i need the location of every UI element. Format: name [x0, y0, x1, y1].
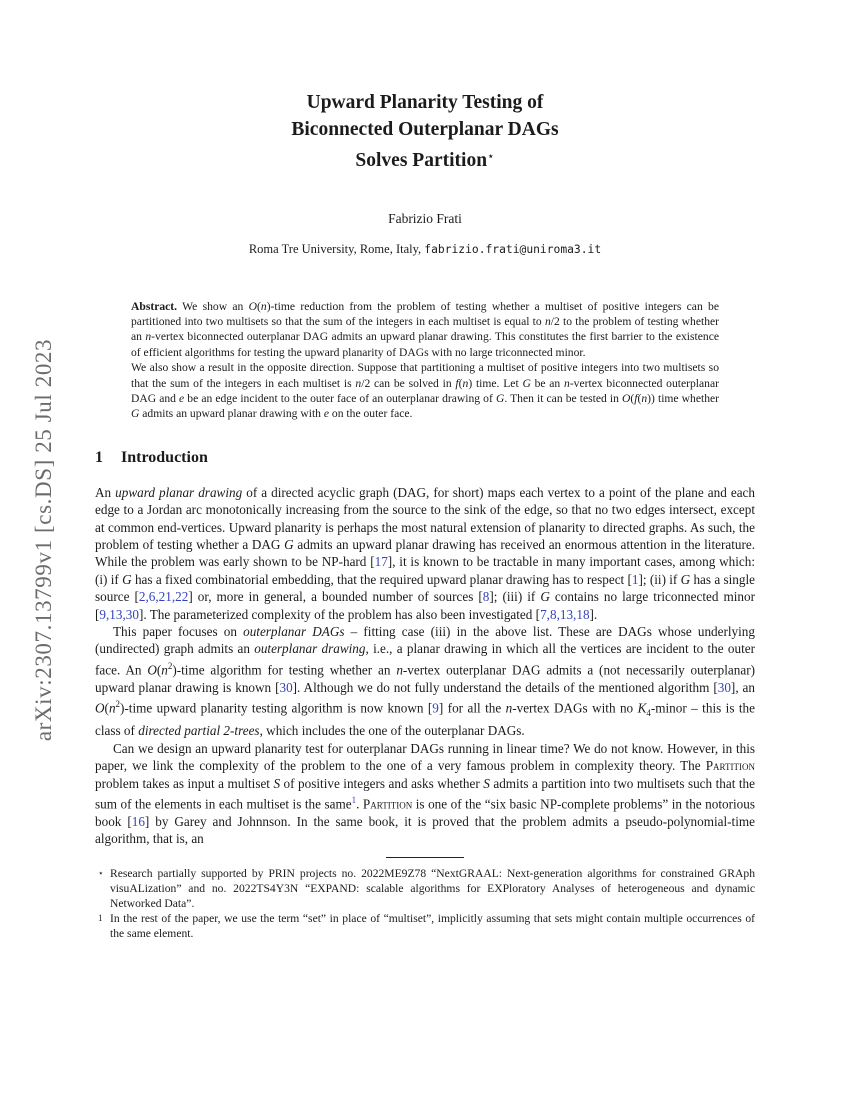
text-segment: has a single source [	[95, 571, 755, 605]
text-segment: ]. Although we do not fully understand the details of the mentioned algorithm [	[292, 679, 718, 695]
text-segment: admits an upward planar drawing with	[139, 407, 324, 421]
text-segment: n	[161, 662, 168, 678]
text-segment: 2	[167, 660, 173, 671]
citation-link[interactable]: 17	[374, 554, 388, 570]
text-segment: -vertex biconnected outerplanar DAG admits an upward planar drawing. This constitutes the first barrier to the existence of efficient algorithms for testing the upward planarity of DAGs with no large triconnected minor.	[131, 330, 719, 359]
text-segment: admits a partition into two multisets such that the sum of the elements in each multiset is the same	[95, 775, 756, 812]
text-segment: e	[179, 391, 185, 405]
footnote-star	[95, 866, 755, 911]
citation-link[interactable]: 9	[432, 700, 439, 716]
text-segment: (	[458, 376, 463, 390]
paper-title-line-2: Biconnected Outerplanar DAGs	[291, 118, 559, 140]
footnote-star-text	[110, 867, 755, 910]
text-segment: O	[147, 662, 157, 678]
text-segment: )-time upward planarity testing algorithm is now known [	[120, 700, 433, 716]
section-number: 1	[95, 448, 103, 466]
author-email: fabrizio.frati@uniroma3.it	[424, 242, 602, 256]
text-segment: (	[156, 662, 162, 678]
paper-title-line-1: Upward Planarity Testing of	[306, 92, 544, 113]
footnote-star-marker: ⋆	[98, 867, 104, 878]
citation-link[interactable]: 9,13,30	[99, 606, 139, 622]
text-segment: 2	[115, 699, 121, 710]
text-segment: ]. The parameterized complexity of the problem has also been investigated [	[138, 606, 541, 622]
text-segment: of a directed acyclic graph (DAG, for short) maps each vertex to a point of the plane and each edge to a Jordan arc monotonically increasing from the source to the sink of the edge, so that no two edges intersect, except at common end-vertices. Upward planarity is perhaps the most natural extension of planarity to directed graphs. As such, the problem of testing whether a DAG	[95, 484, 755, 552]
text-segment: problem takes as input a multiset	[95, 775, 274, 791]
text-segment: We show an	[177, 299, 249, 313]
text-segment: G	[495, 391, 505, 405]
text-segment: be an edge incident to the outer face of an outerplanar drawing of	[184, 391, 496, 405]
footnote-1-marker: 1	[98, 912, 103, 923]
text-segment: f	[455, 376, 459, 390]
text-segment: admits an upward planar drawing has received an enormous attention in the literature. While the problem was early shown to be NP-hard [	[95, 536, 755, 570]
text-segment: -minor – this is the class of	[95, 700, 755, 739]
affiliation-text: Roma Tre University, Rome, Italy,	[248, 241, 425, 256]
paper-content	[95, 0, 755, 941]
text-segment: G	[131, 407, 140, 421]
footnote-1-text	[110, 912, 755, 940]
paper-title-line-3	[95, 143, 755, 175]
footnote-1	[95, 911, 755, 941]
citation-link[interactable]: 1	[631, 571, 639, 587]
title-footnote-marker[interactable]: ⋆	[487, 149, 495, 163]
text-segment: /2 to the problem of testing whether an	[131, 314, 720, 344]
footnote-rule	[386, 857, 464, 858]
paper-title	[95, 90, 755, 175]
text-segment: /2 can be solved in	[361, 376, 456, 390]
text-segment: Partition	[362, 796, 413, 812]
text-segment: n	[260, 299, 267, 313]
author-name: Fabrizio Frati	[388, 210, 462, 226]
footnote-ref-link[interactable]: 1	[351, 795, 357, 806]
text-segment: has a fixed combinatorial embedding, that the required upward planar drawing has to respect [	[131, 571, 632, 587]
abstract-paragraph-2	[131, 360, 719, 422]
text-segment: (	[630, 391, 635, 405]
text-segment: )) time whether	[647, 391, 720, 405]
text-segment: outerplanar drawing	[254, 641, 366, 657]
text-segment: ], it is known to be tractable in many important cases, among which: (i) if	[95, 554, 755, 587]
text-segment: ] or, more in general, a bounded number of sources [	[188, 589, 483, 605]
intro-paragraph-3	[95, 740, 755, 848]
arxiv-watermark: arXiv:2307.13799v1 [cs.DS] 25 Jul 2023	[31, 338, 56, 742]
text-segment: ) time. Let	[468, 376, 523, 390]
text-segment: ]; (iii) if	[489, 589, 541, 605]
text-segment: directed partial 2-trees	[138, 723, 260, 739]
text-segment: -vertex outerplanar DAG admits a (not necessarily outerplanar) upward planar drawing is known [	[95, 662, 755, 695]
text-segment: ].	[589, 606, 598, 622]
text-segment: )-time algorithm for testing whether an	[172, 662, 397, 678]
text-segment: n	[108, 700, 116, 716]
abstract-paragraph-1	[131, 299, 719, 361]
text-segment: In the rest of the paper, we use the term “set” in place of “multiset”, implicitly assuming that sets might contain multiple occurrences of the same element.	[110, 911, 755, 940]
text-segment: f	[634, 391, 638, 405]
text-segment: 4	[646, 708, 651, 719]
text-segment: n	[544, 314, 551, 328]
text-segment: n	[462, 376, 469, 390]
text-segment: We also show a result in the opposite direction. Suppose that partitioning a multiset of positive integers into two multisets so that the sum of the integers in each multiset is	[131, 361, 719, 390]
citation-link[interactable]: 16	[131, 813, 145, 829]
text-segment: ]; (ii) if	[638, 571, 681, 587]
text-segment: .	[356, 796, 363, 812]
text-segment: of positive integers and asks whether	[280, 775, 484, 791]
text-segment: G	[284, 536, 294, 552]
text-segment: e	[323, 407, 330, 421]
text-segment: (	[637, 391, 642, 405]
intro-paragraph-2	[95, 623, 755, 740]
text-segment: n	[355, 376, 362, 390]
text-segment: (	[104, 700, 109, 716]
text-segment: G	[540, 589, 550, 605]
text-segment: (	[257, 299, 261, 313]
text-segment: -vertex DAGs with no	[512, 700, 638, 716]
text-segment: Partition	[705, 758, 755, 774]
intro-paragraph-1	[95, 484, 755, 623]
citation-link[interactable]: 8	[482, 589, 490, 605]
section-title: Introduction	[121, 448, 208, 466]
text-segment: ], an	[730, 679, 755, 695]
text-segment: G	[680, 571, 691, 587]
text-segment: contains no large triconnected minor [	[95, 589, 755, 622]
text-segment: Can we design an upward planarity test for outerplanar DAGs running in linear time? We do not know. However, in this paper, we link the complexity of the problem to the one of a very famous problem in complexity theory. The	[95, 740, 755, 774]
text-segment: n	[641, 391, 648, 405]
text-segment: on the outer face.	[329, 407, 413, 421]
text-segment: , i.e., a planar drawing in which all the vertices are incident to the outer face. An	[95, 641, 756, 678]
text-segment: n	[505, 700, 513, 716]
text-segment: K	[637, 700, 647, 716]
citation-link[interactable]: 7,8,13,18	[540, 606, 590, 622]
text-segment: ] for all the	[438, 700, 506, 716]
text-segment: n	[396, 662, 403, 678]
text-segment: outerplanar DAGs	[243, 624, 345, 639]
text-segment: G	[522, 376, 531, 390]
text-segment: O	[622, 391, 631, 405]
text-segment: ] by Garey and Johnnson. In the same book, it is proved that the problem admits a pseudo-polynomial-time algorithm, that is, an	[95, 813, 755, 847]
abstract-block	[131, 299, 719, 422]
text-segment: upward planar drawing	[115, 484, 243, 500]
text-segment: O	[95, 700, 105, 716]
section-heading-introduction	[95, 449, 755, 467]
paper-title-line-3-text: Solves Partition	[355, 150, 488, 171]
citation-link[interactable]: 30	[279, 679, 293, 695]
text-segment: . Then it can be tested in	[504, 391, 622, 405]
text-segment: Research partially supported by PRIN projects no. 2022ME9Z78 “NextGRAAL: Next-generation algorithms for constrained GRAph visuALization” and no. 2022TS4Y3N “EXPAND: scalable algorithms for EXPloratory Analyses of heterogeneous and dynamic Networked Data”.	[110, 866, 755, 910]
text-segment: n	[564, 376, 570, 390]
text-segment: n	[145, 330, 152, 344]
text-segment: )-time reduction from the problem of testing whether a multiset of positive integers can be partitioned into two multisets so that the sum of the integers in each multiset is equal to	[131, 299, 719, 328]
text-segment: Abstract.	[131, 299, 178, 313]
text-segment: is one of the “six basic NP-complete problems” in the notorious book [	[95, 796, 755, 829]
text-segment: S	[273, 775, 281, 791]
text-segment: This paper focuses on	[113, 624, 244, 639]
citation-link[interactable]: 2,6,21,22	[138, 589, 189, 605]
text-segment: An	[95, 484, 116, 500]
citation-link[interactable]: 30	[717, 679, 731, 695]
text-segment: O	[248, 299, 258, 313]
text-segment: be an	[530, 376, 565, 390]
text-segment: -vertex biconnected outerplanar DAG and	[131, 376, 719, 405]
text-segment: S	[483, 775, 490, 791]
affiliation-line	[95, 242, 755, 257]
text-segment: G	[122, 571, 132, 587]
text-segment: , which includes the one of the outerplanar DAGs.	[259, 723, 525, 739]
text-segment: – fitting case (iii) in the above list. These are DAGs whose underlying (undirected) graph admits an	[95, 624, 755, 657]
footnotes-block	[95, 866, 755, 941]
